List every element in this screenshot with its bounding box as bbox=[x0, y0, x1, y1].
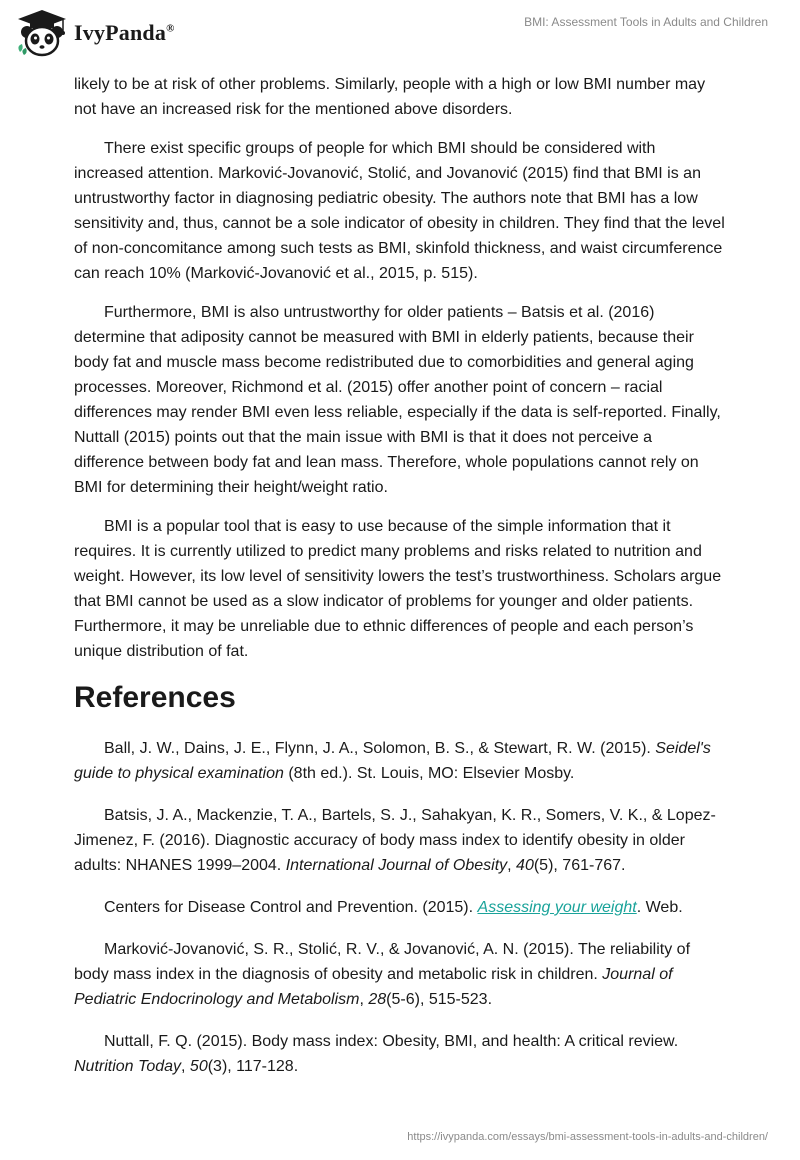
references-heading: References bbox=[74, 681, 236, 714]
body-paragraph: There exist specific groups of people for which BMI should be considered with increased attention. Marković-Jovanović, Stolić, and Jovanović (2015) find that BMI is an untrustworthy factor in diagnosing pediatric obesity. The authors note that BMI has a low sensitivity and, thus, cannot be a sole indicator of obesity in children. They find that the level of non-concomitance among such tests as BMI, skinfold thickness, and waist circumference can reach 10% (Marković-Jovanović et al., 2015, p. 515). bbox=[74, 140, 725, 282]
panda-graduate-icon bbox=[14, 8, 70, 58]
ivypanda-logo[interactable] bbox=[14, 8, 175, 58]
reference-nuttall: Nuttall, F. Q. (2015). Body mass index: Obesity, BMI, and health: A critical review. Nutrition Today, 50(3), 117-128. bbox=[74, 1033, 679, 1075]
reference-ball: Ball, J. W., Dains, J. E., Flynn, J. A., Solomon, B. S., & Stewart, R. W. (2015). Seidel's guide to physical examination (8th ed.). St. Louis, MO: Elsevier Mosby. bbox=[74, 740, 711, 782]
source-url[interactable]: https://ivypanda.com/essays/bmi-assessment-tools-in-adults-and-children/ bbox=[407, 1131, 768, 1143]
page-header bbox=[0, 0, 800, 64]
brand-name: IvyPanda® bbox=[74, 20, 175, 45]
reference-markovic: Marković-Jovanović, S. R., Stolić, R. V., & Jovanović, A. N. (2015). The reliability of body mass index in the diagnosis of obesity and metabolic risk in children. Journal of Pediatric Endocrinology and Metabolism, 28(5-6), 515-523. bbox=[74, 941, 691, 1008]
body-paragraph: BMI is a popular tool that is easy to use because of the simple information that it requires. It is currently utilized to predict many problems and risks related to nutrition and weight. However, its low level of sensitivity lowers the test’s trustworthiness. Scholars argue that BMI cannot be used as a slow indicator of problems for younger and older patients. Furthermore, it may be unreliable due to ethnic differences of people and each person’s unique distribution of fat. bbox=[74, 518, 722, 660]
essay-content bbox=[74, 72, 726, 1096]
body-paragraph: Furthermore, BMI is also untrustworthy for older patients – Batsis et al. (2016) determine that adiposity cannot be measured with BMI in elderly patients, because their body fat and muscle mass become redistributed due to comorbidities and general aging processes. Moreover, Richmond et al. (2015) offer another point of concern – racial differences may render BMI even less reliable, especially if the data is self-reported. Finally, Nuttall (2015) points out that the main issue with BMI is that it does not perceive a difference between body fat and lean mass. Therefore, whole populations cannot rely on BMI for determining their height/weight ratio. bbox=[74, 304, 721, 496]
reference-cdc: Centers for Disease Control and Prevention. (2015). Assessing your weight. Web. bbox=[104, 899, 683, 916]
body-paragraph: likely to be at risk of other problems. Similarly, people with a high or low BMI number may not have an increased risk for the mentioned above disorders. bbox=[74, 76, 706, 118]
document-title: BMI: Assessment Tools in Adults and Children bbox=[524, 15, 768, 29]
reference-batsis: Batsis, J. A., Mackenzie, T. A., Bartels, S. J., Sahakyan, K. R., Somers, V. K., & Lopez-Jimenez, F. (2016). Diagnostic accuracy of body mass index to identify obesity in older adults: NHANES 1999–2004. International Journal of Obesity, 40(5), 761-767. bbox=[74, 807, 716, 874]
assessing-your-weight-link[interactable]: Assessing your weight bbox=[477, 899, 637, 916]
